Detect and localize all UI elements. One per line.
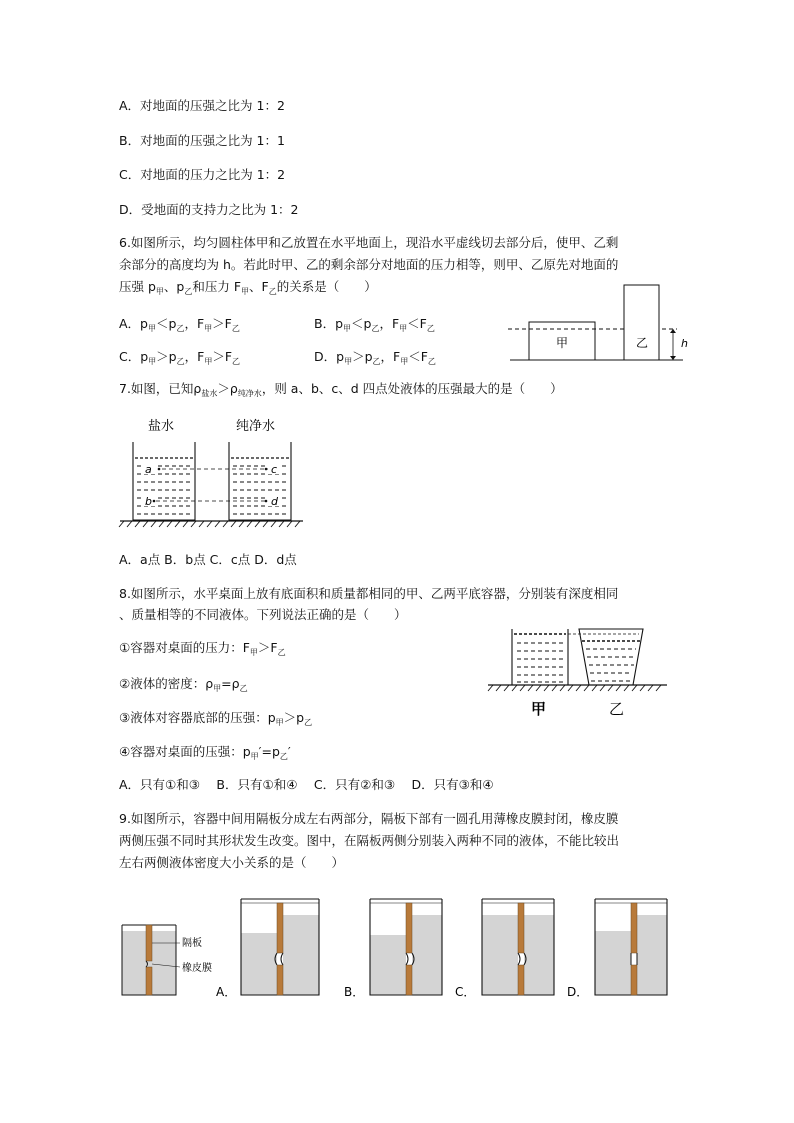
q9-option-b-figure: [370, 899, 442, 995]
q6-fig-yi-label: 乙: [635, 336, 649, 350]
q7-fig-point-d: d: [271, 495, 278, 508]
q8-fig-yi-label: 乙: [609, 700, 625, 718]
q6-option-c: C．$p_甲>p_乙$，$F_甲>F_乙$: [119, 349, 241, 366]
q9-option-c-label: C．: [455, 985, 476, 999]
q9-stem-line3: 左右两侧液体密度大小关系的是（ ）: [119, 855, 345, 870]
q9-option-b-label: B．: [344, 985, 365, 999]
q6-stem-line1: 6.如图所示，均匀圆柱体甲和乙放置在水平地面上，现沿水平虚线切去部分后，使甲、乙剩: [119, 235, 619, 250]
q9-option-a-figure: [241, 899, 319, 995]
q9-partition-label: 隔板: [182, 938, 202, 949]
q9-membrane-label: 橡皮膜: [182, 963, 212, 974]
q7-figure: [118, 412, 308, 532]
q6-figure: [505, 282, 695, 364]
q9-reference-container: [122, 925, 212, 995]
q6-option-d: D．$p_甲>p_乙$，$F_甲<F_乙$: [314, 349, 436, 366]
q6-fig-jia-label: 甲: [555, 336, 569, 350]
q5-option-d: D．受地面的支持力之比为 1：2: [119, 202, 299, 217]
q5-option-a: A．对地面的压强之比为 1：2: [119, 98, 285, 113]
q8-statement-3: ③液体对容器底部的压强：$p_甲>p_乙$: [119, 710, 313, 727]
q8-fig-jia-label: 甲: [531, 700, 547, 718]
q6-option-a: A．$p_甲<p_乙$，$F_甲>F_乙$: [119, 316, 240, 333]
q9-option-a-label: A．: [216, 985, 237, 999]
q6-fig-h-label: h: [681, 337, 688, 350]
q5-option-b: B．对地面的压强之比为 1：1: [119, 133, 285, 148]
q9-option-d-figure: [595, 899, 667, 995]
q8-stem-line2: 、质量相等的不同液体。下列说法正确的是（ ）: [119, 607, 407, 622]
q7-fig-point-a: a: [145, 463, 152, 476]
q6-option-b: B．$p_甲<p_乙$，$F_甲<F_乙$: [314, 316, 435, 333]
q5-option-c: C．对地面的压力之比为 1：2: [119, 167, 286, 182]
q8-statement-1: ①容器对桌面的压力：$F_甲>F_乙$: [119, 640, 286, 657]
q7-fig-salt-label: 盐水: [148, 419, 175, 434]
q9-stem-line1: 9.如图所示，容器中间用隔板分成左右两部分，隔板下部有一圆孔用薄橡皮膜封闭，橡皮膜: [119, 811, 619, 826]
q9-option-c-figure: [482, 899, 554, 995]
q7-fig-point-b: b: [145, 495, 152, 508]
q8-stem-line1: 8.如图所示，水平桌面上放有底面积和质量都相同的甲、乙两平底容器，分别装有深度相同: [119, 586, 619, 601]
q7-fig-point-c: c: [271, 463, 278, 476]
q8-statement-2: ②液体的密度：$\rho_甲=\rho_乙$: [119, 676, 248, 693]
q9-stem-line2: 两侧压强不同时其形状发生改变。图中，在隔板两侧分别装入两种不同的液体，不能比较出: [119, 833, 620, 848]
q8-statement-4: ④容器对桌面的压强：$p_甲'=p_乙'$: [119, 744, 291, 761]
q7-stem: 7.如图，已知$\rho_{盐水}>\rho_{纯净水}$，则 a、b、c、d 四点处液体的压强最大的是（ ）: [119, 381, 563, 398]
q6-stem-line2: 余部分的高度均为 h。若此时甲、乙的剩余部分对地面的压力相等，则甲、乙原先对地面的: [119, 257, 619, 272]
q6-stem-line3: 压强 $p_甲$、$p_乙$和压力 $F_甲$、$F_乙$的关系是（ ）: [119, 279, 377, 296]
q7-fig-pure-label: 纯净水: [236, 419, 276, 434]
q8-options: A．只有①和③ B．只有①和④ C．只有②和③ D．只有③和④: [119, 777, 494, 792]
q7-options: A．a点 B．b点 C．c点 D．d点: [119, 552, 297, 567]
q9-option-d-label: D．: [567, 985, 589, 999]
q8-figure: [485, 624, 670, 719]
q9-figure: [118, 895, 678, 1005]
